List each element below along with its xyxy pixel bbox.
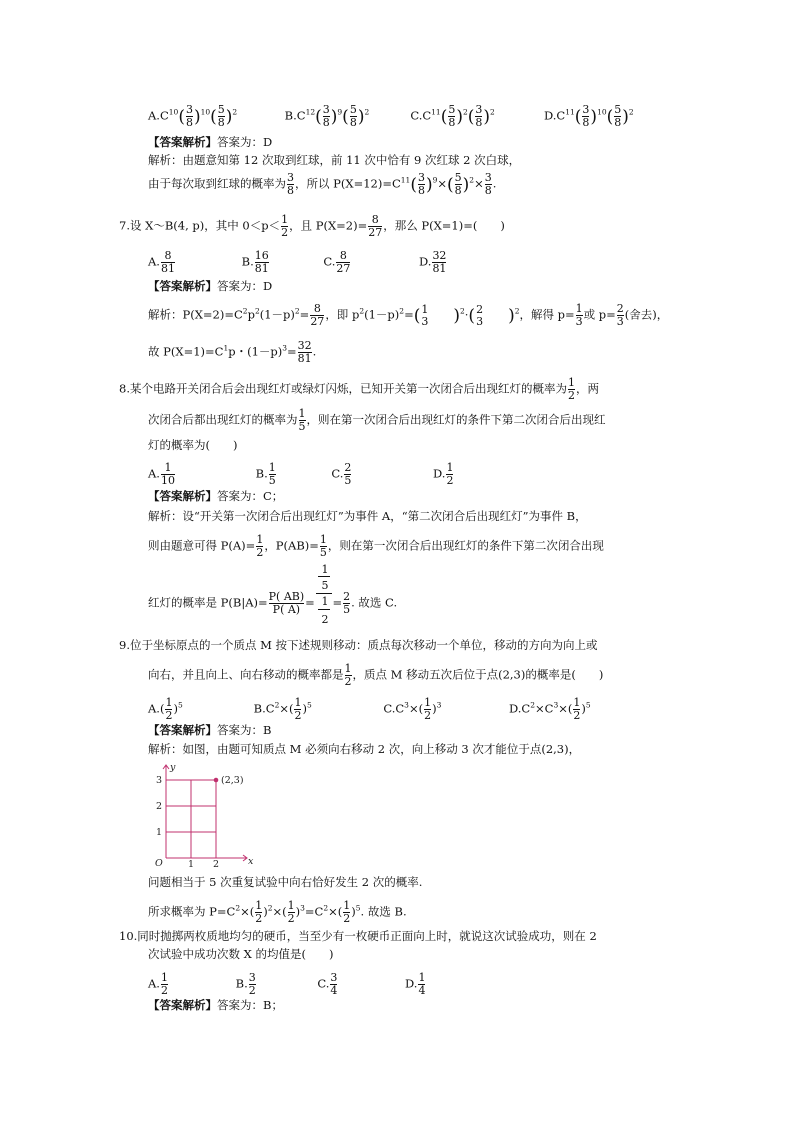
q8-option-a: A. $\frac{1}{10}$ <box>148 461 175 487</box>
q6-analysis-line1: 解析：由题意知第 12 次取到红球，前 11 次中恰有 9 次红球 2 次白球， <box>148 153 521 167</box>
origin-label: O <box>155 858 163 868</box>
q8-options <box>148 462 454 487</box>
q8-analysis-line2: 则由题意可得 P(A)= $\frac{1}{2}$ ，P(AB)= $\frac{1}{5}$ ，则在第一次闭合后出现红灯的条件下第二次闭合出现 <box>148 533 604 559</box>
q9-stem-line2: 向右，并且向上、向右移动的概率都是 $\frac{1}{2}$ ，质点 M 移动五次后位于点(2,3)的概率是( ) <box>148 662 604 688</box>
q6-analysis-line2: 由于每次取到红球的概率为 $\frac{3}{8}$ ，所以 $P(X=12)=C^{11}$( $\frac{3}{8}$ )$^9$×( $\frac{5}{8}$ )$^2$× $\frac{3}{8}$ . <box>148 171 497 197</box>
q6-option-d: $D.C^{11}$( $\frac{3}{8}$ )$^{10}$( $\frac{5}{8}$ )$^2$ <box>543 103 634 129</box>
q7-analysis-line2: 故 $P(X=1)=C^1p$・$(1-p)^3=$ $\frac{32}{81}$ . <box>148 339 317 365</box>
q7-option-d: D. $\frac{32}{81}$ <box>418 249 447 275</box>
q6-options <box>148 104 634 129</box>
q8-stem-line3: 灯的概率为( ) <box>148 438 238 452</box>
q8-option-c: C. $\frac{2}{5}$ <box>331 461 352 487</box>
q9-analysis-line1: 解析：如图，由题可知质点 M 必须向右移动 2 次，向上移动 3 次才能位于点(2,3)， <box>148 742 581 756</box>
point-label: (2,3) <box>221 775 244 786</box>
point-marker <box>214 778 219 783</box>
q9-option-d: $D.C^2\times C^3\times$( $\frac{1}{2}$ )$^5$ <box>508 696 591 722</box>
q8-answer: 【答案解析】答案为：C； <box>148 489 284 503</box>
x-tick-1: 1 <box>188 859 195 868</box>
q7-answer: 【答案解析】答案为：D <box>148 279 273 293</box>
x-tick-2: 2 <box>213 859 220 868</box>
q7-option-a: A. $\frac{8}{81}$ <box>148 249 175 275</box>
q8-analysis-line3: 红灯的概率是 P(B|A)= $\frac{P( AB)}{P( A)}$ = 1 5 1 2 = $\frac{2}{5}$ . 故选 C. <box>148 562 398 626</box>
q10-option-b: B. $\frac{3}{2}$ <box>235 971 256 997</box>
q7-options <box>148 250 447 275</box>
q9-analysis-line2: 问题相当于 5 次重复试验中向右恰好发生 2 次的概率. <box>148 875 423 889</box>
q9-option-c: $C.C^3\times$( $\frac{1}{2}$ )$^3$ <box>383 696 442 722</box>
q8-analysis-line1: 解析：设“开关第一次闭合后出现红灯”为事件 A，“第二次闭合后出现红灯”为事件 B， <box>148 509 587 523</box>
q10-option-c: C. $\frac{3}{4}$ <box>317 971 338 997</box>
y-tick-1: 1 <box>156 827 163 838</box>
q6-answer: 【答案解析】答案为：D <box>148 135 273 149</box>
q10-stem-line2: 次试验中成功次数 X 的均值是( ) <box>148 947 334 961</box>
y-axis-label: y <box>170 762 176 773</box>
q9-options <box>148 697 591 722</box>
q9-grid-figure <box>150 760 260 868</box>
q7-analysis-line1: 解析：$P(X=2)=C^2p^2(1-p)^2=$ $\frac{8}{27}$ ，即 $p^2(1-p)^2=$( 1 3 )$^2$·( 2 3 )$^2$，解得 p= $\frac{1}{3}$ 或 p= $\frac{2}{3}$ (舍去)， <box>148 302 669 328</box>
q9-option-a: A.( $\frac{1}{2}$ )$^5$ <box>148 696 183 722</box>
q8-option-b: B. $\frac{1}{5}$ <box>255 461 276 487</box>
q7-option-b: B. $\frac{16}{81}$ <box>241 249 269 275</box>
q9-option-b: $B.C^2\times$( $\frac{1}{2}$ )$^5$ <box>253 696 312 722</box>
q6-option-a: $A.C^{10}$( $\frac{3}{8}$ )$^{10}$( $\frac{5}{8}$ )$^2$ <box>148 103 238 129</box>
y-tick-2: 2 <box>156 801 163 812</box>
y-tick-3: 3 <box>156 775 163 786</box>
q10-options <box>148 972 426 997</box>
q6-option-c: $C.C^{11}$( $\frac{5}{8}$ )$^2$( $\frac{3}{8}$ )$^2$ <box>410 103 495 129</box>
q10-answer: 【答案解析】答案为：B； <box>148 998 283 1012</box>
q8-stem-line2: 次闭合后都出现红灯的概率为 $\frac{1}{5}$ ，则在第一次闭合后出现红灯的条件下第二次闭合后出现红 <box>148 407 606 433</box>
q7-stem: 7.设 X～B(4, p)，其中 0＜p＜ $\frac{1}{2}$ ，且 P(X=2)= $\frac{8}{27}$ ，那么 P(X=1)=( ) <box>119 213 505 239</box>
x-axis-label: x <box>248 856 254 867</box>
q9-analysis-line3: 所求概率为 $P=C^2\times$( $\frac{1}{2}$ )$^2$×( $\frac{1}{2}$ )$^3=C^2\times$( $\frac{1}{2}$ )$^5$. 故选 B. <box>148 899 407 925</box>
q6-option-b: $B.C^{12}$( $\frac{3}{8}$ )$^9$( $\frac{5}{8}$ )$^2$ <box>284 103 370 129</box>
q9-answer: 【答案解析】答案为：B <box>148 723 272 737</box>
q9-stem-line1: 9.位于坐标原点的一个质点 M 按下述规则移动：质点每次移动一个单位，移动的方向为向上或 <box>119 638 598 652</box>
q10-stem-line1: 10.同时抛掷两枚质地均匀的硬币，当至少有一枚硬币正面向上时，就说这次试验成功，则在 2 <box>119 929 597 943</box>
q8-stem-line1: 8.某个电路开关闭合后会出现红灯或绿灯闪烁，已知开关第一次闭合后出现红灯的概率为 $\frac{1}{2}$ ，两 <box>119 376 599 402</box>
q8-complex-fraction: 1 5 1 2 <box>318 596 332 612</box>
q10-option-a: A. $\frac{1}{2}$ <box>148 971 168 997</box>
q10-option-d: D. $\frac{1}{4}$ <box>404 971 426 997</box>
q8-option-d: D. $\frac{1}{2}$ <box>432 461 454 487</box>
q7-option-c: C. $\frac{8}{27}$ <box>323 249 351 275</box>
